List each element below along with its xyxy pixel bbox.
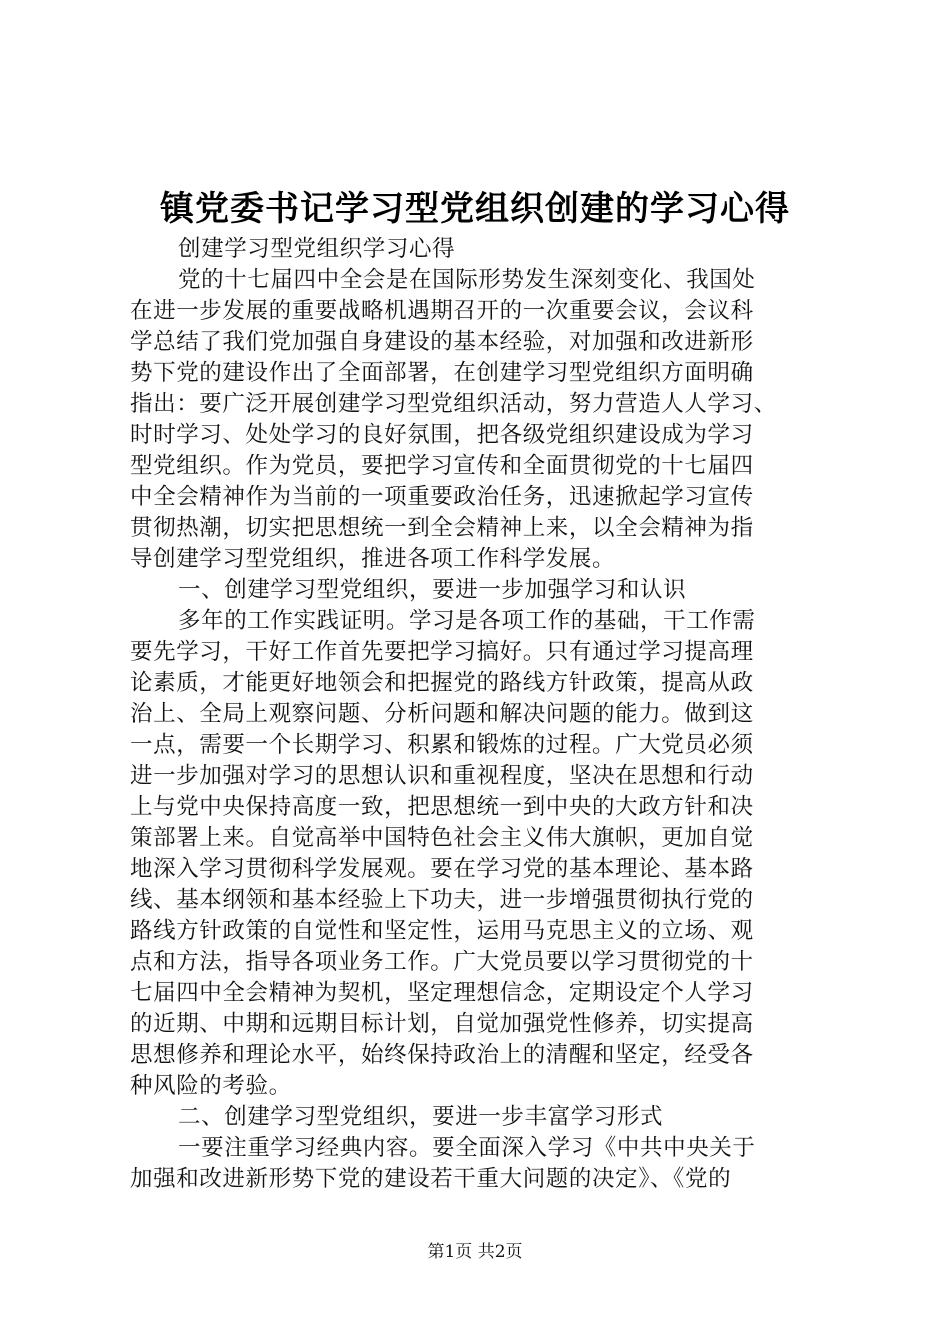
text-line: 要先学习，干好工作首先要把学习搞好。只有通过学习提高理	[130, 639, 754, 665]
text-line: 治上、全局上观察问题、分析问题和解决问题的能力。做到这	[130, 701, 754, 727]
text-line: 加强和改进新形势下党的建设若干重大问题的决定》、《党的	[130, 1166, 732, 1192]
text-line: 线、基本纲领和基本经验上下功夫，进一步增强贯彻执行党的	[130, 887, 754, 913]
text-line: 党的十七届四中全会是在国际形势发生深刻变化、我国处	[178, 267, 756, 293]
document-title: 镇党委书记学习型党组织创建的学习心得	[160, 189, 790, 229]
text-line: 导创建学习型党组织，推进各项工作科学发展。	[130, 546, 616, 572]
text-line: 学总结了我们党加强自身建设的基本经验，对加强和改进新形	[130, 329, 754, 355]
text-line: 中全会精神作为当前的一项重要政治任务，迅速掀起学习宣传	[130, 484, 754, 510]
text-line: 在进一步发展的重要战略机遇期召开的一次重要会议，会议科	[130, 298, 754, 324]
text-line: 一、创建学习型党组织，要进一步加强学习和认识	[178, 577, 687, 603]
text-line: 地深入学习贯彻科学发展观。要在学习党的基本理论、基本路	[130, 856, 754, 882]
text-line: 的近期、中期和远期目标计划，自觉加强党性修养，切实提高	[130, 1011, 754, 1037]
text-line: 思想修养和理论水平，始终保持政治上的清醒和坚定，经受各	[130, 1042, 754, 1068]
text-line: 指出：要广泛开展创建学习型党组织活动，努力营造人人学习、	[130, 391, 777, 417]
text-line: 点和方法，指导各项业务工作。广大党员要以学习贯彻党的十	[130, 949, 754, 975]
page-footer: 第1页 共2页	[427, 1242, 523, 1262]
text-line: 七届四中全会精神为契机，坚定理想信念，定期设定个人学习	[130, 980, 754, 1006]
text-line: 势下党的建设作出了全面部署，在创建学习型党组织方面明确	[130, 360, 754, 386]
text-line: 种风险的考验。	[130, 1073, 292, 1099]
text-line: 时时学习、处处学习的良好氛围，把各级党组织建设成为学习	[130, 422, 754, 448]
text-line: 创建学习型党组织学习心得	[178, 236, 456, 262]
text-line: 论素质，才能更好地领会和把握党的路线方针政策，提高从政	[130, 670, 754, 696]
text-line: 策部署上来。自觉高举中国特色社会主义伟大旗帜，更加自觉	[130, 825, 754, 851]
document-body	[130, 234, 830, 1195]
text-line: 二、创建学习型党组织，要进一步丰富学习形式	[178, 1104, 664, 1130]
text-line: 贯彻热潮，切实把思想统一到全会精神上来，以全会精神为指	[130, 515, 754, 541]
text-line: 进一步加强对学习的思想认识和重视程度，坚决在思想和行动	[130, 763, 754, 789]
text-line: 一点，需要一个长期学习、积累和锻炼的过程。广大党员必须	[130, 732, 754, 758]
text-line: 型党组织。作为党员，要把学习宣传和全面贯彻党的十七届四	[130, 453, 754, 479]
text-line: 上与党中央保持高度一致，把思想统一到中央的大政方针和决	[130, 794, 754, 820]
text-line: 多年的工作实践证明。学习是各项工作的基础，干工作需	[178, 608, 756, 634]
text-line: 路线方针政策的自觉性和坚定性，运用马克思主义的立场、观	[130, 918, 754, 944]
text-line: 一要注重学习经典内容。要全面深入学习《中共中央关于	[178, 1135, 756, 1161]
